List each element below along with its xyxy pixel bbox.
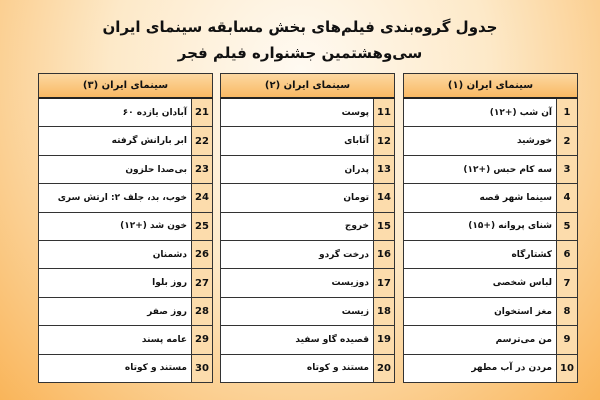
table-row	[404, 184, 577, 212]
film-title: دوزیست	[331, 278, 369, 289]
film-title: کشتارگاه	[511, 249, 552, 260]
row-number: 26	[191, 241, 212, 268]
row-number: 27	[191, 269, 212, 296]
table-row	[221, 99, 394, 127]
film-title: تومان	[343, 192, 369, 203]
film-title: من می‌ترسم	[495, 334, 552, 345]
row-number: 29	[191, 326, 212, 353]
film-title: خورشید	[516, 136, 552, 147]
film-title: دشمنان	[152, 249, 187, 260]
film-title: مغز استخوان	[494, 306, 552, 317]
table-row	[404, 156, 577, 184]
table-row	[221, 213, 394, 241]
row-number: 11	[373, 99, 394, 126]
table-row	[404, 127, 577, 155]
table-row	[221, 156, 394, 184]
table-row	[404, 99, 577, 127]
film-title: آتابای	[344, 136, 369, 147]
film-title: مردن در آب مطهر	[471, 363, 552, 374]
film-title: قصیده گاو سفید	[295, 334, 369, 345]
film-title: درخت گردو	[319, 249, 369, 260]
table-row	[404, 298, 577, 326]
group-body	[38, 99, 213, 383]
row-number: 10	[556, 355, 577, 382]
table-row	[39, 213, 212, 241]
film-title: خون شد (+۱۲)	[120, 221, 187, 232]
film-title: ابر بارانش گرفته	[111, 136, 187, 147]
row-number: 28	[191, 298, 212, 325]
row-number: 7	[556, 269, 577, 296]
row-number: 2	[556, 127, 577, 154]
row-number: 21	[191, 99, 212, 126]
group-table-2	[220, 73, 395, 383]
table-row	[221, 127, 394, 155]
table-row	[39, 355, 212, 383]
table-row	[404, 269, 577, 297]
row-number: 9	[556, 326, 577, 353]
film-title: خروج	[344, 221, 369, 232]
table-row	[221, 241, 394, 269]
group-table-1	[403, 73, 578, 383]
group-header: سینمای ایران (۲)	[220, 73, 395, 99]
table-row	[39, 127, 212, 155]
table-row	[221, 269, 394, 297]
row-number: 13	[373, 156, 394, 183]
row-number: 15	[373, 213, 394, 240]
page-subtitle: سی‌وهشتمین جشنواره فیلم فجر	[177, 44, 423, 62]
film-title: سینما شهر قصه	[479, 192, 552, 203]
film-title: عامه پسند	[141, 334, 187, 345]
table-row	[39, 241, 212, 269]
row-number: 25	[191, 213, 212, 240]
row-number: 6	[556, 241, 577, 268]
group-body	[403, 99, 578, 383]
row-number: 1	[556, 99, 577, 126]
group-header: سینمای ایران (۱)	[403, 73, 578, 99]
film-title: خوب، بد، جلف ۲: ارتش سری	[57, 192, 187, 203]
film-title: شنای پروانه (+۱۵)	[468, 221, 552, 232]
row-number: 5	[556, 213, 577, 240]
table-row	[404, 241, 577, 269]
table-row	[221, 355, 394, 383]
table-row	[221, 298, 394, 326]
film-title: پوست	[341, 107, 369, 118]
row-number: 18	[373, 298, 394, 325]
film-title: مستند و کوتاه	[124, 363, 187, 374]
row-number: 16	[373, 241, 394, 268]
film-title: بی‌صدا حلزون	[125, 164, 187, 175]
film-title: لباس شخصی	[492, 278, 552, 289]
table-row	[404, 213, 577, 241]
table-row	[39, 99, 212, 127]
table-row	[221, 184, 394, 212]
film-title: آن شب (+۱۲)	[489, 107, 552, 118]
page-title: جدول گروه‌بندی فیلم‌های بخش مسابقه سینمای ایران	[102, 18, 498, 36]
film-title: زیست	[341, 306, 369, 317]
row-number: 30	[191, 355, 212, 382]
film-title: روز صفر	[147, 306, 187, 317]
table-row	[404, 355, 577, 383]
row-number: 20	[373, 355, 394, 382]
row-number: 4	[556, 184, 577, 211]
film-title: مستند و کوتاه	[306, 363, 369, 374]
film-title: پدران	[344, 164, 369, 175]
group-body	[220, 99, 395, 383]
film-title: روز بلوا	[152, 278, 187, 289]
table-row	[39, 298, 212, 326]
row-number: 17	[373, 269, 394, 296]
row-number: 3	[556, 156, 577, 183]
row-number: 12	[373, 127, 394, 154]
table-row	[221, 326, 394, 354]
table-row	[39, 326, 212, 354]
film-title: آبادان یازده ۶۰	[122, 107, 187, 118]
film-title: سه کام حبس (+۱۲)	[463, 164, 552, 175]
table-row	[39, 156, 212, 184]
row-number: 14	[373, 184, 394, 211]
row-number: 23	[191, 156, 212, 183]
row-number: 22	[191, 127, 212, 154]
table-row	[404, 326, 577, 354]
table-row	[39, 184, 212, 212]
row-number: 24	[191, 184, 212, 211]
row-number: 8	[556, 298, 577, 325]
row-number: 19	[373, 326, 394, 353]
group-header: سینمای ایران (۳)	[38, 73, 213, 99]
table-row	[39, 269, 212, 297]
group-table-3	[38, 73, 213, 383]
